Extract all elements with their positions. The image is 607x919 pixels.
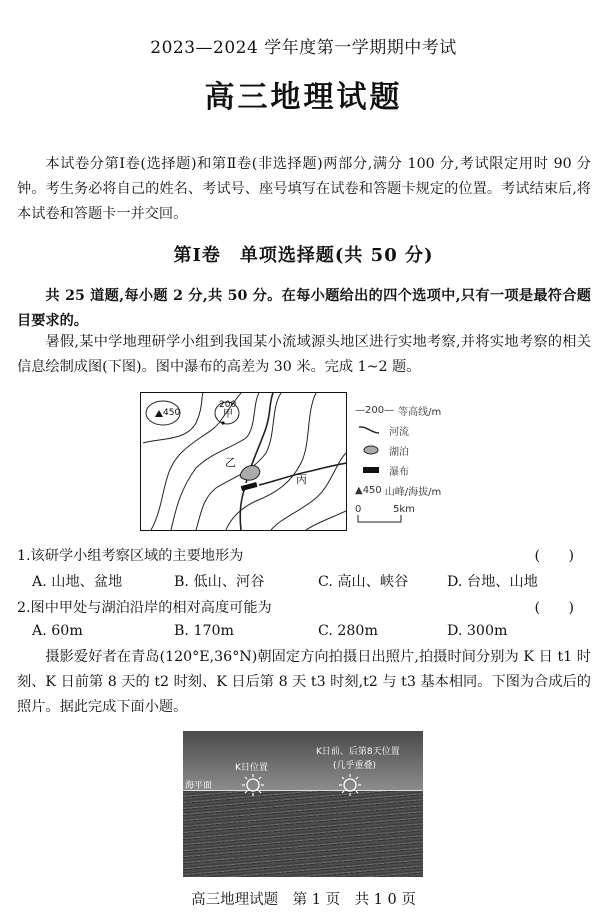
section-title: 第Ⅰ卷 单项选择题(共 50 分)	[173, 245, 434, 266]
answer-blank-2[interactable]: ( )	[534, 600, 574, 616]
map-label-bing: 丙	[296, 473, 307, 486]
legend-row-waterfall: 瀑布	[355, 460, 495, 480]
q2-option-c[interactable]: C. 280m	[318, 623, 378, 639]
lake-icon	[355, 444, 389, 456]
exam-header: 2023—2024 学年度第一学期期中考试	[150, 38, 457, 58]
k-day-label: K日位置	[235, 763, 268, 773]
contour-line	[306, 511, 346, 530]
map-label-jia: 甲	[223, 409, 233, 420]
horizon-line	[183, 790, 423, 791]
q1-option-d[interactable]: D. 台地、山地	[447, 574, 538, 590]
map-scale	[355, 504, 495, 528]
topographic-map	[140, 392, 347, 531]
question-1	[17, 545, 591, 565]
contour-label: 200	[219, 400, 237, 410]
contour-line	[143, 393, 203, 443]
question-2-stem: 2.图中甲处与湖泊沿岸的相对高度可能为	[17, 600, 272, 616]
sun-icon	[241, 773, 265, 797]
page-title: 高三地理试题	[204, 80, 403, 115]
contour-line	[226, 393, 316, 530]
passage-2: 摄影爱好者在青岛(120°E,36°N)朝固定方向拍摄日出照片,拍摄时间分别为 K 日 t1 时刻、K 日前第 8 天的 t2 时刻、K 日后第 8 天 t3 时刻,t2 与 t3 基本相同。下图为合成后的照片。据此完成下面小题。	[17, 649, 591, 715]
legend-row-river: 河流	[355, 420, 495, 440]
waterfall-icon	[355, 464, 389, 476]
q1-option-a[interactable]: A. 山地、盆地	[32, 574, 123, 590]
contour-icon: —200—	[355, 404, 395, 416]
peak-icon: ▲450	[355, 484, 382, 496]
question-2	[17, 597, 591, 617]
q2-option-a[interactable]: A. 60m	[32, 623, 83, 639]
sunrise-photo	[183, 731, 423, 877]
before-after-label: K日前、后第8天位置	[316, 747, 400, 757]
sea-level-label: 海平面	[185, 781, 213, 791]
q2-option-b[interactable]: B. 170m	[174, 623, 234, 639]
map-drawing	[141, 393, 346, 530]
scale-bar	[357, 514, 417, 524]
waterfall-symbol	[241, 482, 258, 491]
sky	[183, 731, 423, 791]
peak-elevation: 450	[163, 408, 181, 418]
sun-icon	[338, 773, 362, 797]
question-1-stem: 1.该研学小组考察区域的主要地形为	[17, 548, 244, 564]
sea-surface	[183, 791, 423, 877]
legend-row-contour: —200— 等高线/m	[355, 404, 442, 418]
map-label-yi: 乙	[225, 456, 236, 469]
point-jia	[221, 421, 224, 424]
passage-1: 暑假,某中学地理研学小组到我国某小流域源头地区进行实地考察,并将实地考察的相关信息绘制成图(下图)。图中瀑布的高差为 30 米。完成 1~2 题。	[17, 334, 591, 375]
page-footer: 高三地理试题 第 1 页 共 1 0 页	[191, 892, 416, 908]
lake-shape	[240, 466, 259, 481]
map-legend	[355, 400, 495, 528]
overlap-label: (几乎重叠)	[333, 761, 377, 771]
legend-row-lake: 湖泊	[355, 440, 495, 460]
river-icon	[355, 424, 389, 436]
scale-end: 5km	[393, 504, 415, 515]
q1-option-c[interactable]: C. 高山、峡谷	[318, 574, 409, 590]
exam-instructions: 本试卷分第Ⅰ卷(选择题)和第Ⅱ卷(非选择题)两部分,满分 100 分,考试限定用时 90 分钟。考生务必将自己的姓名、考试号、座号填写在试卷和答题卡规定的位置。考试结束后,将本试卷和答题卡一并交回。	[17, 156, 591, 222]
scale-start: 0	[355, 504, 362, 515]
peak-symbol	[155, 410, 163, 417]
answer-blank-1[interactable]: ( )	[534, 548, 574, 564]
q2-option-d[interactable]: D. 300m	[447, 623, 508, 639]
section-instruction: 共 25 道题,每小题 2 分,共 50 分。在每小题给出的四个选项中,只有一项是最符合题目要求的。	[17, 288, 591, 329]
q1-option-b[interactable]: B. 低山、河谷	[174, 574, 265, 590]
legend-row-peak: ▲450 山峰/海拔/m	[355, 484, 442, 498]
